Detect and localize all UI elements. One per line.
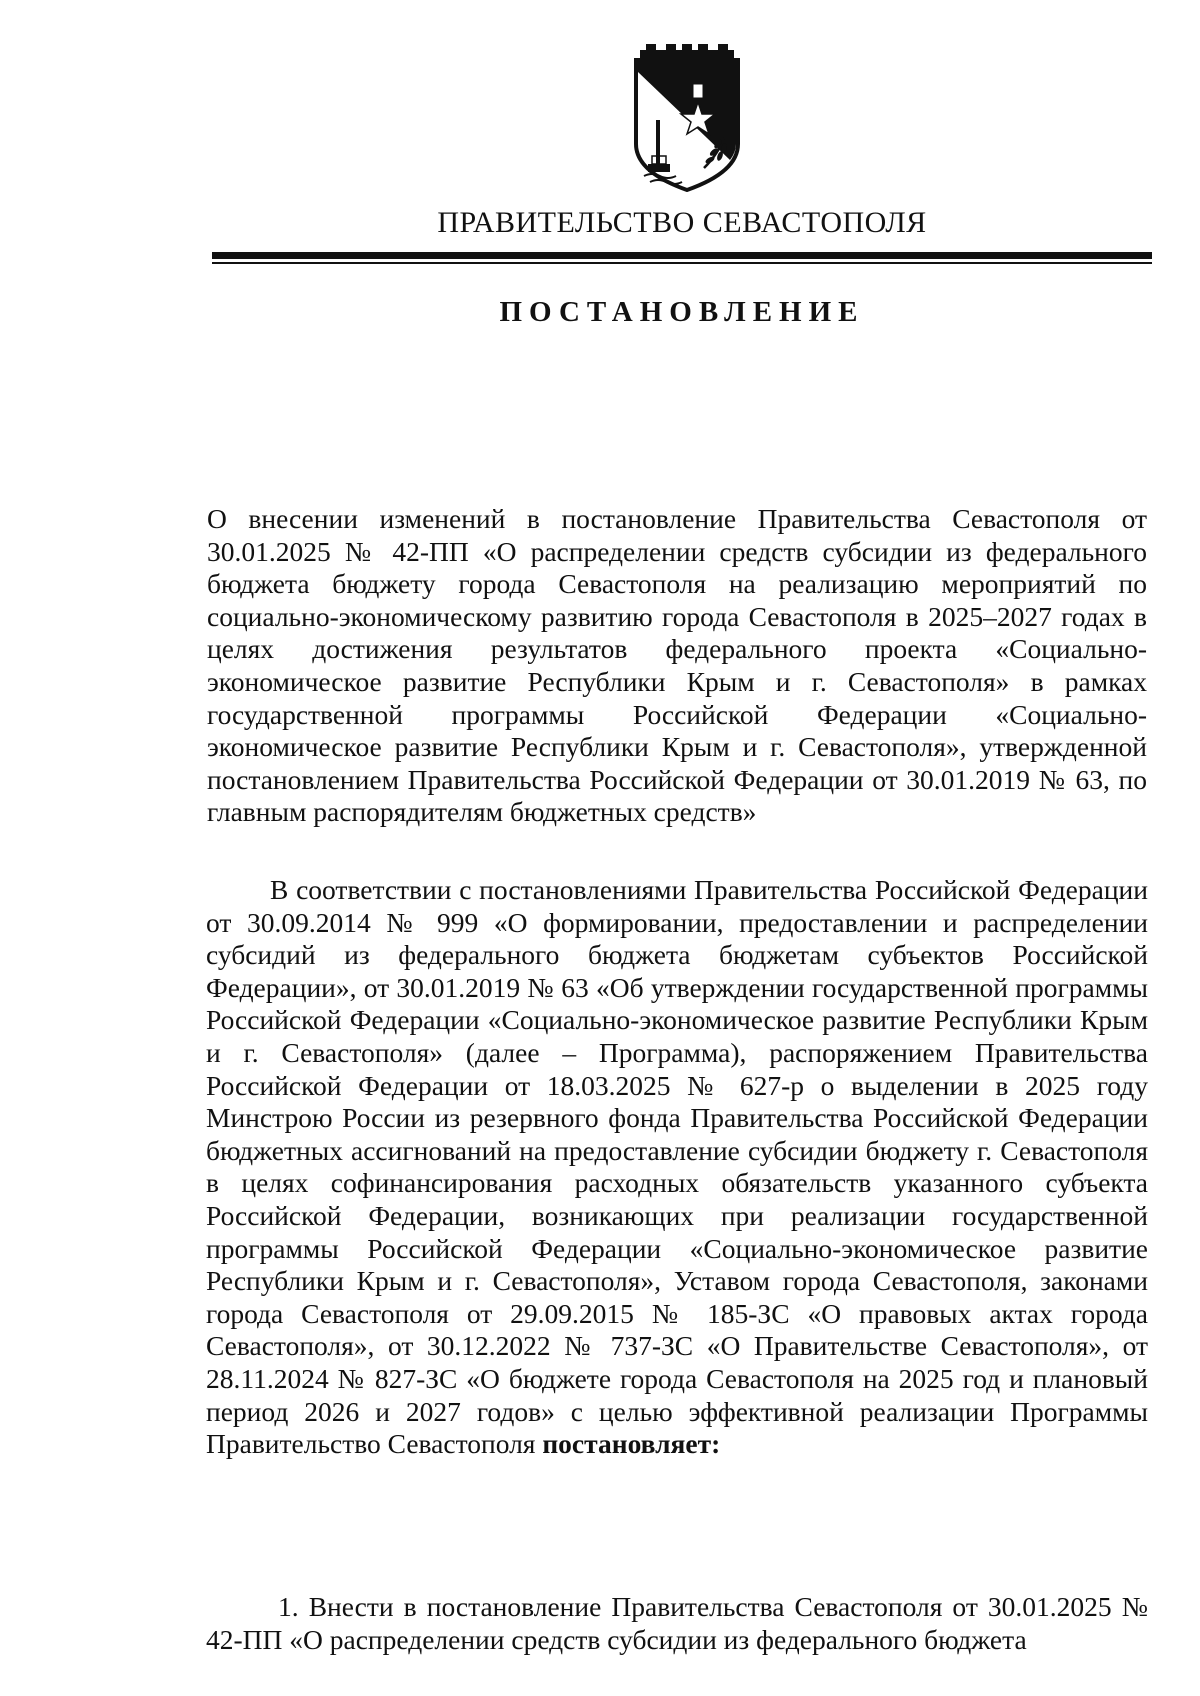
document-type-heading: ПОСТАНОВЛЕНИЕ xyxy=(499,296,865,328)
resolves-keyword: постановляет: xyxy=(542,1428,721,1460)
clause-1: 1. Внести в постановление Правительства Севастополя от 30.01.2025 № 42-ПП «О распределении средств субсидии из федерального бюджета xyxy=(206,1591,1148,1655)
preamble-paragraph xyxy=(206,874,1148,1461)
preamble-text: В соответствии с постановлениями Правительства Российской Федерации от 30.09.2014 № 999 «О формировании, предоставлении и распределении субсидий из федерального бюджета бюджетам субъектов Российской Федерации», от 30.01.2019 № 63 «Об утверждении государственной программы Российской Федерации «Социально-экономическое развитие Республики Крым и г. Севастополя» (далее – Программа), распоряжением Правительства Российской Федерации от 18.03.2025 № 627-р о выделении в 2025 году Минстрою России из резервного фонда Правительства Российской Федерации бюджетных ассигнований на предоставление субсидии бюджету г. Севастополя в целях софинансирования расходных обязательств указанного субъекта Российской Федерации, возникающих при реализации государственной программы Российской Федерации «Социально-экономическое развитие Республики Крым и г. Севастополя», Уставом города Севастополя, законами города Севастополя от 29.09.2015 № 185-ЗС «О правовых актах города Севастополя», от 30.12.2022 № 737-ЗС «О Правительстве Севастополя», от 28.11.2024 № 827-ЗС «О бюджете города Севастополя на 2025 год и плановый период 2026 и 2027 годов» с целью эффективной реализации Программы Правительство Севастополя xyxy=(206,874,1148,1460)
coat-of-arms-icon xyxy=(626,44,748,192)
header-rule-thin xyxy=(212,262,1152,264)
document-subject: О внесении изменений в постановление Правительства Севастополя от 30.01.2025 № 42-ПП «О распределении средств субсидии из федерального бюджета бюджету города Севастополя на реализацию мероприятий по социально-экономическому развитию города Севастополя в 2025–2027 годах в целях достижения результатов федерального проекта «Социально-экономическое развитие Республики Крым и г. Севастополя» в рамках государственной программы Российской Федерации «Социально-экономическое развитие Республики Крым и г. Севастополя», утвержденной постановлением Правительства Российской Федерации от 30.01.2019 № 63, по главным распорядителям бюджетных средств» xyxy=(207,503,1147,828)
header-rule-thick xyxy=(212,252,1152,259)
organization-title: ПРАВИТЕЛЬСТВО СЕВАСТОПОЛЯ xyxy=(437,206,927,239)
